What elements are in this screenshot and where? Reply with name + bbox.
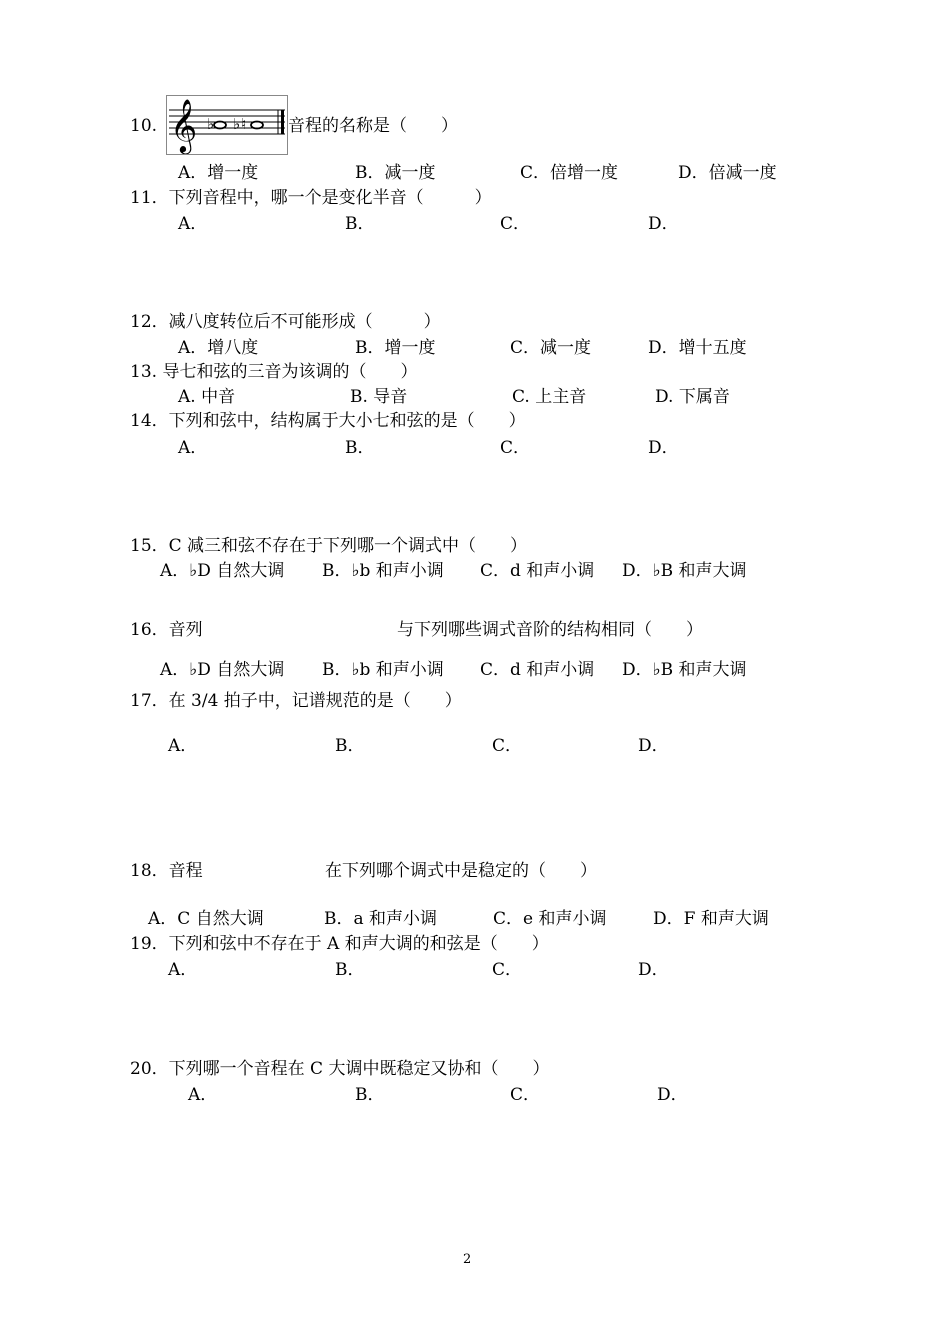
q17-option-a[interactable]: A．: [168, 736, 198, 756]
q13-option-a[interactable]: A. 中音: [178, 387, 236, 407]
svg-text:♭: ♭: [207, 115, 215, 133]
q14-option-a[interactable]: A．: [178, 438, 208, 458]
q20-option-c[interactable]: C．: [510, 1085, 541, 1105]
q12-option-d[interactable]: D．增十五度: [648, 338, 747, 358]
q10-number: 10.: [130, 116, 158, 136]
q17-option-d[interactable]: D．: [638, 736, 669, 756]
q20-option-b[interactable]: B．: [355, 1085, 385, 1105]
q19-stem: 19．下列和弦中不存在于 A 和声大调的和弦是（ ）: [130, 934, 549, 954]
q16-option-c[interactable]: C．d 和声小调: [480, 660, 595, 680]
q15-option-a[interactable]: A．♭D 自然大调: [160, 561, 285, 581]
q10-option-b[interactable]: B．减一度: [355, 163, 436, 183]
q12-option-b[interactable]: B．增一度: [355, 338, 436, 358]
q14-option-b[interactable]: B．: [345, 438, 375, 458]
q15-stem: 15．C 减三和弦不存在于下列哪一个调式中（ ）: [130, 536, 528, 556]
q12-stem: 12．减八度转位后不可能形成（ ）: [130, 312, 441, 332]
q19-option-b[interactable]: B．: [335, 960, 365, 980]
q19-option-c[interactable]: C．: [492, 960, 523, 980]
q10-option-d[interactable]: D．倍减一度: [678, 163, 777, 183]
q13-option-d[interactable]: D. 下属音: [655, 387, 730, 407]
q14-stem: 14．下列和弦中，结构属于大小七和弦的是（ ）: [130, 411, 526, 431]
q18-option-a[interactable]: A．C 自然大调: [148, 909, 264, 929]
q13-option-c[interactable]: C. 上主音: [512, 387, 587, 407]
q11-option-c[interactable]: C．: [500, 214, 531, 234]
q13-option-b[interactable]: B. 导音: [350, 387, 408, 407]
q15-option-c[interactable]: C．d 和声小调: [480, 561, 595, 581]
svg-text:𝄞: 𝄞: [170, 98, 198, 152]
q17-option-c[interactable]: C．: [492, 736, 523, 756]
q17-option-b[interactable]: B．: [335, 736, 365, 756]
q18-stem-start: 18．音程: [130, 861, 203, 881]
q13-stem: 13. 导七和弦的三音为该调的（ ）: [130, 362, 418, 382]
q11-stem: 11．下列音程中，哪一个是变化半音（ ）: [130, 188, 492, 208]
q11-option-a[interactable]: A．: [178, 214, 208, 234]
svg-text:♮: ♮: [241, 115, 247, 133]
q16-option-a[interactable]: A．♭D 自然大调: [160, 660, 285, 680]
q17-stem: 17．在 3/4 拍子中，记谱规范的是（ ）: [130, 691, 462, 711]
q18-option-b[interactable]: B．a 和声小调: [324, 909, 438, 929]
q20-option-a[interactable]: A．: [188, 1085, 218, 1105]
q12-option-c[interactable]: C．减一度: [510, 338, 592, 358]
q10-music-notation: [166, 95, 288, 155]
q10-option-a[interactable]: A．增一度: [178, 163, 259, 183]
q11-option-b[interactable]: B．: [345, 214, 375, 234]
page-number: 2: [463, 1252, 472, 1267]
q18-stem-end: 在下列哪个调式中是稳定的（ ）: [325, 861, 597, 881]
q20-option-d[interactable]: D．: [657, 1085, 688, 1105]
q19-option-d[interactable]: D．: [638, 960, 669, 980]
q14-option-d[interactable]: D．: [648, 438, 679, 458]
q16-option-b[interactable]: B．♭b 和声小调: [322, 660, 444, 680]
q10-option-c[interactable]: C．倍增一度: [520, 163, 619, 183]
q10-stem: 音程的名称是（ ）: [288, 116, 458, 136]
q12-option-a[interactable]: A．增八度: [178, 338, 259, 358]
q18-option-d[interactable]: D．F 和声大调: [653, 909, 769, 929]
q19-option-a[interactable]: A．: [168, 960, 198, 980]
q16-stem-end: 与下列哪些调式音阶的结构相同（ ）: [397, 620, 703, 640]
q14-option-c[interactable]: C．: [500, 438, 531, 458]
q16-option-d[interactable]: D．♭B 和声大调: [622, 660, 747, 680]
q11-option-d[interactable]: D．: [648, 214, 679, 234]
q16-stem-start: 16．音列: [130, 620, 203, 640]
q18-option-c[interactable]: C．e 和声小调: [493, 909, 607, 929]
q15-option-d[interactable]: D．♭B 和声大调: [622, 561, 747, 581]
q20-stem: 20．下列哪一个音程在 C 大调中既稳定又协和（ ）: [130, 1059, 550, 1079]
q15-option-b[interactable]: B．♭b 和声小调: [322, 561, 444, 581]
svg-text:♭: ♭: [233, 115, 241, 133]
